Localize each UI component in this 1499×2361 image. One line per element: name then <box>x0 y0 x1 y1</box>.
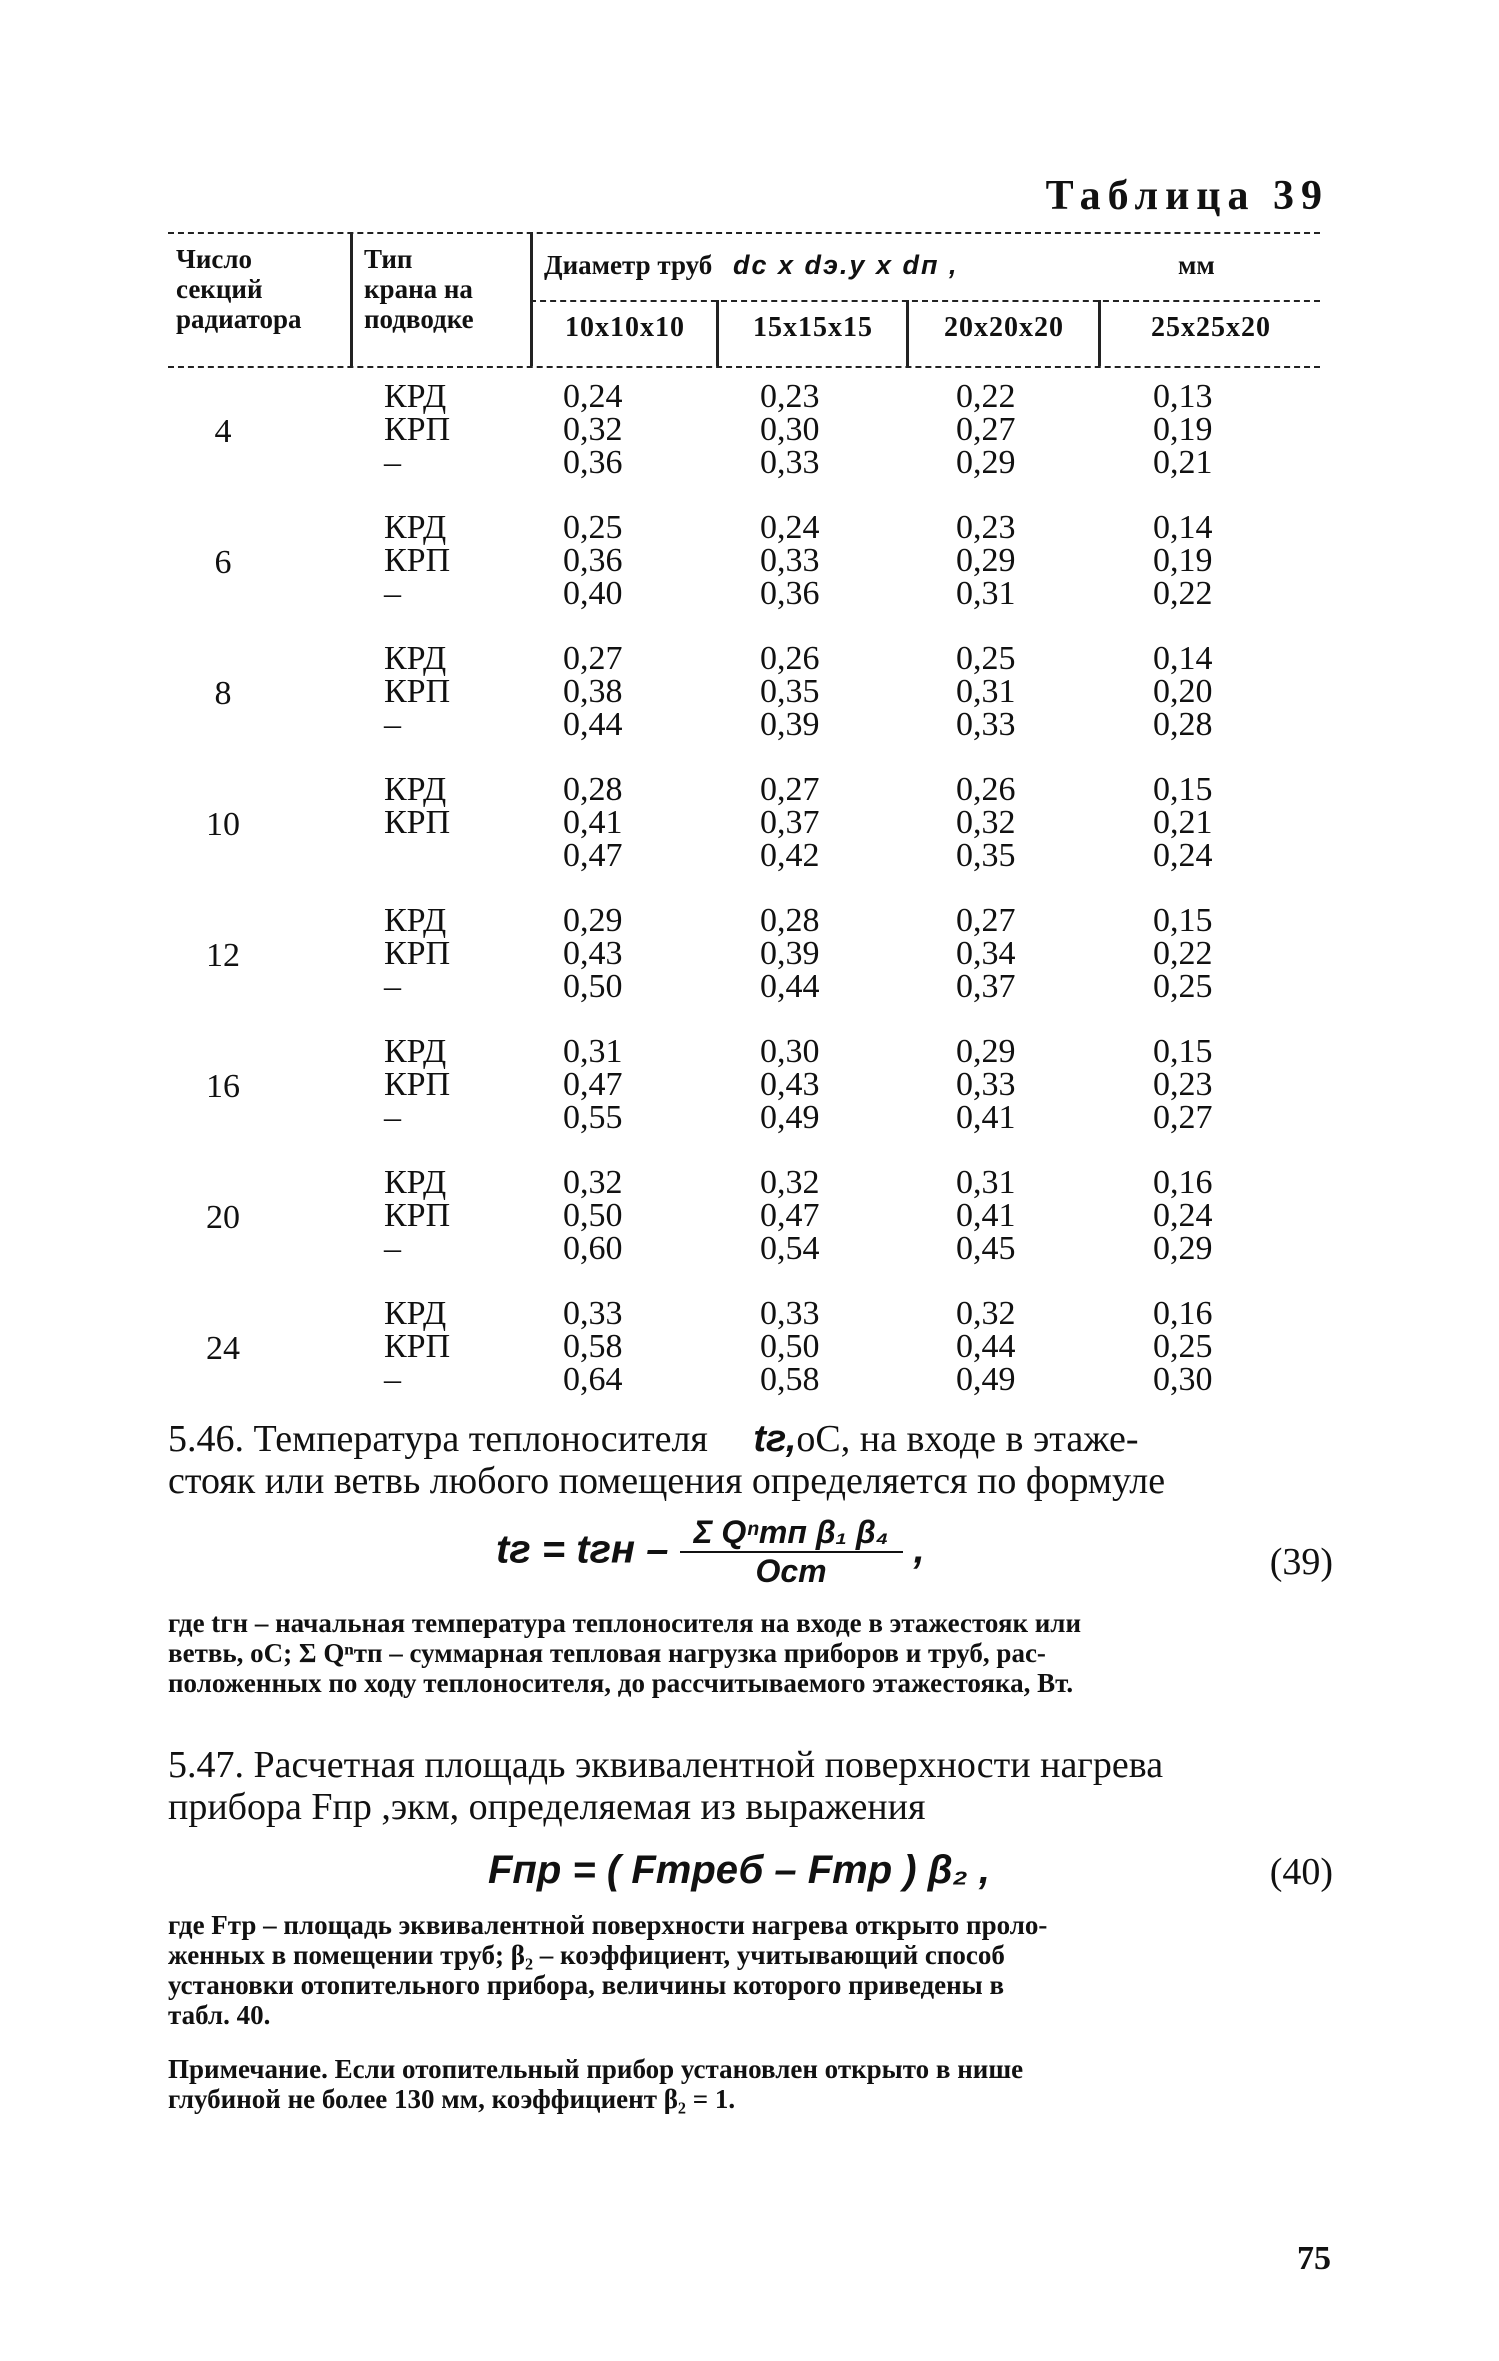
header-divider-4 <box>906 300 909 366</box>
header-divider-3 <box>716 300 719 366</box>
section-count: 12 <box>206 937 240 974</box>
value-cell-1: 0,27 0,38 0,44 <box>563 640 623 743</box>
header-divider-5 <box>1098 300 1101 366</box>
table-title: Таблица 39 <box>1045 173 1329 219</box>
section-count: 4 <box>214 413 232 450</box>
equation-number-40: (40) <box>1269 1851 1333 1893</box>
valve-type-cell: КРД КРП – <box>384 640 451 743</box>
section-5-47-line-1: 5.47. Расчетная площадь эквивалентной поверхности нагрева <box>168 1744 1164 1786</box>
table-header <box>168 232 1320 366</box>
header-size-4: 25x25x20 <box>1151 312 1271 343</box>
table-39 <box>168 232 1320 1428</box>
table-row <box>168 904 1320 1035</box>
valve-type-cell: КРД КРП – <box>384 902 451 1005</box>
value-cell-4: 0,16 0,24 0,29 <box>1153 1164 1213 1267</box>
valve-type-cell: КРД КРП – <box>384 509 451 612</box>
section-5-46-line-1: 5.46. Температура теплоносителя tг,оС, на входе в этаже- <box>168 1418 1139 1460</box>
value-cell-3: 0,22 0,27 0,29 <box>956 378 1016 481</box>
table-row <box>168 380 1320 511</box>
value-cell-1: 0,28 0,41 0,47 <box>563 771 623 874</box>
formula-39: tг = tгн – $\frac{\text{Σ Qⁿтп β₁ β₄}}{\text{Oст}}$ , <box>496 1514 925 1589</box>
section-5-46-line-2: стояк или ветвь любого помещения определяется по формуле <box>168 1460 1166 1502</box>
section-count: 16 <box>206 1068 240 1105</box>
table-body <box>168 380 1320 1428</box>
value-cell-4: 0,15 0,22 0,25 <box>1153 902 1213 1005</box>
equation-number-39: (39) <box>1269 1541 1333 1583</box>
value-cell-4: 0,16 0,25 0,30 <box>1153 1295 1213 1398</box>
value-cell-2: 0,24 0,33 0,36 <box>760 509 820 612</box>
header-valve-type: Тип крана на подводке <box>364 244 474 334</box>
header-divider-1 <box>350 232 353 366</box>
value-cell-3: 0,29 0,33 0,41 <box>956 1033 1016 1136</box>
valve-type-cell: КРД КРП <box>384 771 451 841</box>
value-cell-4: 0,14 0,19 0,22 <box>1153 509 1213 612</box>
header-size-1: 10x10x10 <box>565 312 685 343</box>
table-row <box>168 1166 1320 1297</box>
value-cell-2: 0,32 0,47 0,54 <box>760 1164 820 1267</box>
value-cell-1: 0,33 0,58 0,64 <box>563 1295 623 1398</box>
header-size-3: 20x20x20 <box>944 312 1064 343</box>
valve-type-cell: КРД КРП – <box>384 1295 451 1398</box>
value-cell-1: 0,25 0,36 0,40 <box>563 509 623 612</box>
header-unit: мм <box>1178 250 1215 280</box>
table-row <box>168 642 1320 773</box>
value-cell-1: 0,29 0,43 0,50 <box>563 902 623 1005</box>
section-count: 8 <box>214 675 232 712</box>
page-number: 75 <box>1297 2240 1331 2277</box>
header-sections: Число секций радиатора <box>176 244 302 334</box>
value-cell-3: 0,25 0,31 0,33 <box>956 640 1016 743</box>
value-cell-3: 0,27 0,34 0,37 <box>956 902 1016 1005</box>
formula-39-fraction: $\frac{\text{Σ Qⁿтп β₁ β₄}}{\text{Oст}}$ <box>680 1514 903 1590</box>
value-cell-1: 0,32 0,50 0,60 <box>563 1164 623 1267</box>
section-count: 20 <box>206 1199 240 1236</box>
table-row <box>168 511 1320 642</box>
formula-40: Fпр = ( Fтреб – Fтр ) β₂ , <box>488 1848 991 1892</box>
section-count: 6 <box>214 544 232 581</box>
table-row <box>168 1297 1320 1428</box>
value-cell-1: 0,31 0,47 0,55 <box>563 1033 623 1136</box>
header-divider-2 <box>530 232 533 366</box>
header-mid-rule <box>530 300 1320 302</box>
valve-type-cell: КРД КРП – <box>384 1164 451 1267</box>
value-cell-2: 0,28 0,39 0,44 <box>760 902 820 1005</box>
value-cell-3: 0,26 0,32 0,35 <box>956 771 1016 874</box>
header-size-2: 15x15x15 <box>753 312 873 343</box>
value-cell-2: 0,26 0,35 0,39 <box>760 640 820 743</box>
value-cell-3: 0,32 0,44 0,49 <box>956 1295 1016 1398</box>
value-cell-4: 0,15 0,23 0,27 <box>1153 1033 1213 1136</box>
value-cell-2: 0,33 0,50 0,58 <box>760 1295 820 1398</box>
value-cell-1: 0,24 0,32 0,36 <box>563 378 623 481</box>
value-cell-4: 0,15 0,21 0,24 <box>1153 771 1213 874</box>
section-count: 24 <box>206 1330 240 1367</box>
header-diameter: Диаметр труб dc x dэ.у x dп , <box>544 250 959 280</box>
note: Примечание. Если отопительный прибор установлен открыто в нише глубиной не более 130 мм, коэффициент β₂ = 1. <box>168 2054 1024 2114</box>
value-cell-4: 0,13 0,19 0,21 <box>1153 378 1213 481</box>
section-5-46-where: где tгн – начальная температура теплоносителя на входе в этажестояк или ветвь, оС; Σ Qⁿтп – суммарная тепловая нагрузка приборов и труб, рас- положенных по ходу теплоносителя, до рассчитываемого этажестояка, Вт. <box>168 1608 1082 1698</box>
value-cell-3: 0,31 0,41 0,45 <box>956 1164 1016 1267</box>
value-cell-4: 0,14 0,20 0,28 <box>1153 640 1213 743</box>
table-row <box>168 773 1320 904</box>
section-count: 10 <box>206 806 240 843</box>
header-bottom-rule <box>168 366 1320 368</box>
value-cell-2: 0,23 0,30 0,33 <box>760 378 820 481</box>
valve-type-cell: КРД КРП – <box>384 378 451 481</box>
valve-type-cell: КРД КРП – <box>384 1033 451 1136</box>
value-cell-2: 0,27 0,37 0,42 <box>760 771 820 874</box>
table-row <box>168 1035 1320 1166</box>
section-5-47-line-2: прибора Fпр ,экм, определяемая из выражения <box>168 1786 926 1828</box>
header-top-rule <box>168 232 1320 234</box>
value-cell-3: 0,23 0,29 0,31 <box>956 509 1016 612</box>
section-5-47-where: где Fтр – площадь эквивалентной поверхности нагрева открыто проло- женных в помещении труб; β₂ – коэффициент, учитывающий способ установки отопительного прибора, величины которого приведены в табл. 40. <box>168 1910 1048 2030</box>
value-cell-2: 0,30 0,43 0,49 <box>760 1033 820 1136</box>
